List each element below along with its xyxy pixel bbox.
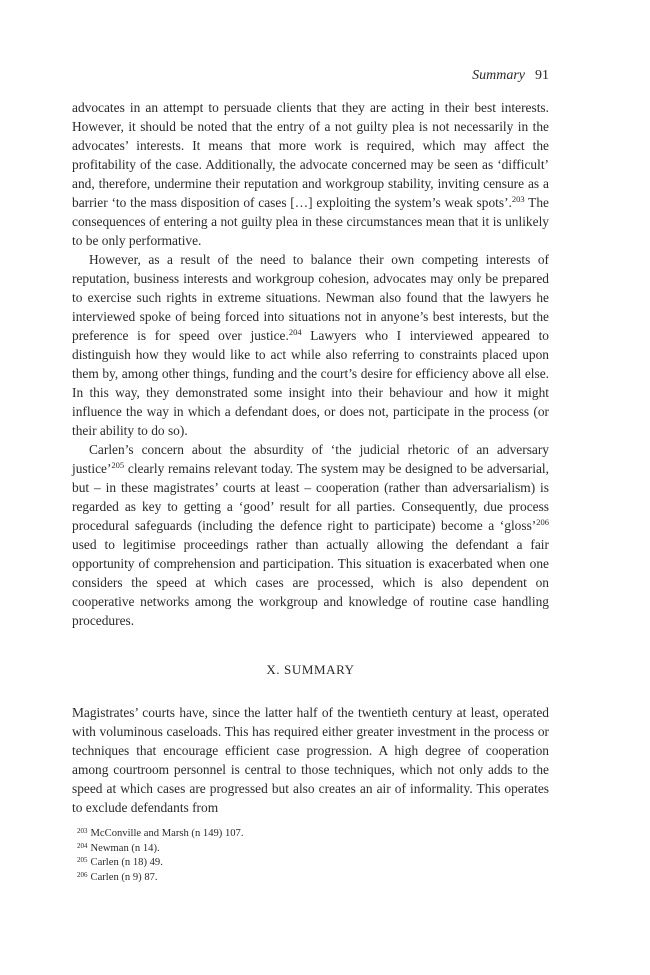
paragraph-text: However, as a result of the need to balance their own competing interests of reputation, business interests and workgroup cohesion, advocates may only be prepared to exercise such rights in extreme situations. Newman also found that the lawyers he interviewed spoke of being forced into situations not in anyone’s best interests, but the preference is for speed over justice. [72, 252, 549, 343]
paragraph-text: used to legitimise proceedings rather than actually allowing the defendant a fair opportunity of comprehension and participation. This situation is exacerbated when one considers the speed at which cases are processed, which is also dependent on cooperative networks among the workgroup and knowledge of routine case handling procedures. [72, 537, 549, 628]
body-text [72, 98, 549, 817]
footnote-text: Newman (n 14). [90, 842, 160, 854]
paragraph-text: The consequences of entering a not guilty plea in these circumstances mean that it is unlikely to be only performative. [72, 195, 549, 248]
paragraph-text: Carlen’s concern about the absurdity of ‘the judicial rhetoric of an adversary justice’ [72, 442, 549, 476]
running-head [72, 66, 549, 86]
paragraph: Magistrates’ courts have, since the latter half of the twentieth century at least, operated with voluminous caseloads. This has required either greater investment in the process or techniques that encourage efficient case progression. A high degree of cooperation among courtroom personnel is central to those techniques, which not only adds to the speed at which cases are progressed but also creates an air of informality. This operates to exclude defendants from [72, 705, 549, 815]
footnote [77, 856, 547, 871]
footnote-number: 205 [77, 856, 88, 864]
footnote-text: McConville and Marsh (n 149) 107. [90, 828, 244, 839]
page-content [72, 66, 549, 817]
paragraph [72, 440, 549, 630]
footnote-number: 206 [77, 870, 88, 879]
footnote-ref-205: 205 [111, 460, 125, 470]
footnote [77, 827, 547, 842]
footnote-ref-203: 203 [511, 194, 525, 204]
page-number: 91 [535, 68, 549, 83]
footnote-number: 204 [77, 841, 88, 850]
paragraph-text: clearly remains relevant today. The system may be designed to be adversarial, but – in these magistrates’ courts at least – cooperation (rather than adversarialism) is regarded as key to getting a ‘good’ result for all parties. Consequently, due process procedural safeguards (including the defence right to participate) become a ‘gloss’ [72, 461, 549, 533]
running-head-title: Summary [472, 68, 525, 83]
footnotes [77, 827, 547, 885]
paragraph-text: Lawyers who I interviewed appeared to distinguish how they would like to act while also referring to constraints placed upon them by, among other things, funding and the court’s desire for efficiency above all else. In this way, they demonstrated some insight into their behaviour and how it might influence the way in which a defendant does, or does not, participate in the process (or their ability to do so). [72, 328, 549, 438]
footnote-ref-204: 204 [288, 327, 302, 337]
section-heading: X. SUMMARY [266, 662, 355, 677]
footnote-text: Carlen (n 9) 87. [90, 871, 158, 883]
footnote-text: Carlen (n 18) 49. [90, 857, 163, 868]
paragraph-text: advocates in an attempt to persuade clients that they are acting in their best interests. However, it should be noted that the entry of a not guilty plea is not necessarily in the advocates’ interests. It means that more work is required, which may affect the profitability of the case. Additionally, the advocate concerned may be seen as ‘difficult’ and, therefore, undermine their reputation and workgroup stability, inviting censure as a barrier ‘to the mass disposition of cases […] exploiting the system’s weak spots’. [72, 100, 549, 210]
footnote-number: 203 [77, 827, 88, 835]
footnote [77, 871, 547, 886]
footnote-ref-206: 206 [536, 517, 549, 527]
paragraph [72, 98, 549, 250]
footnote [77, 842, 547, 857]
paragraph [72, 250, 549, 440]
